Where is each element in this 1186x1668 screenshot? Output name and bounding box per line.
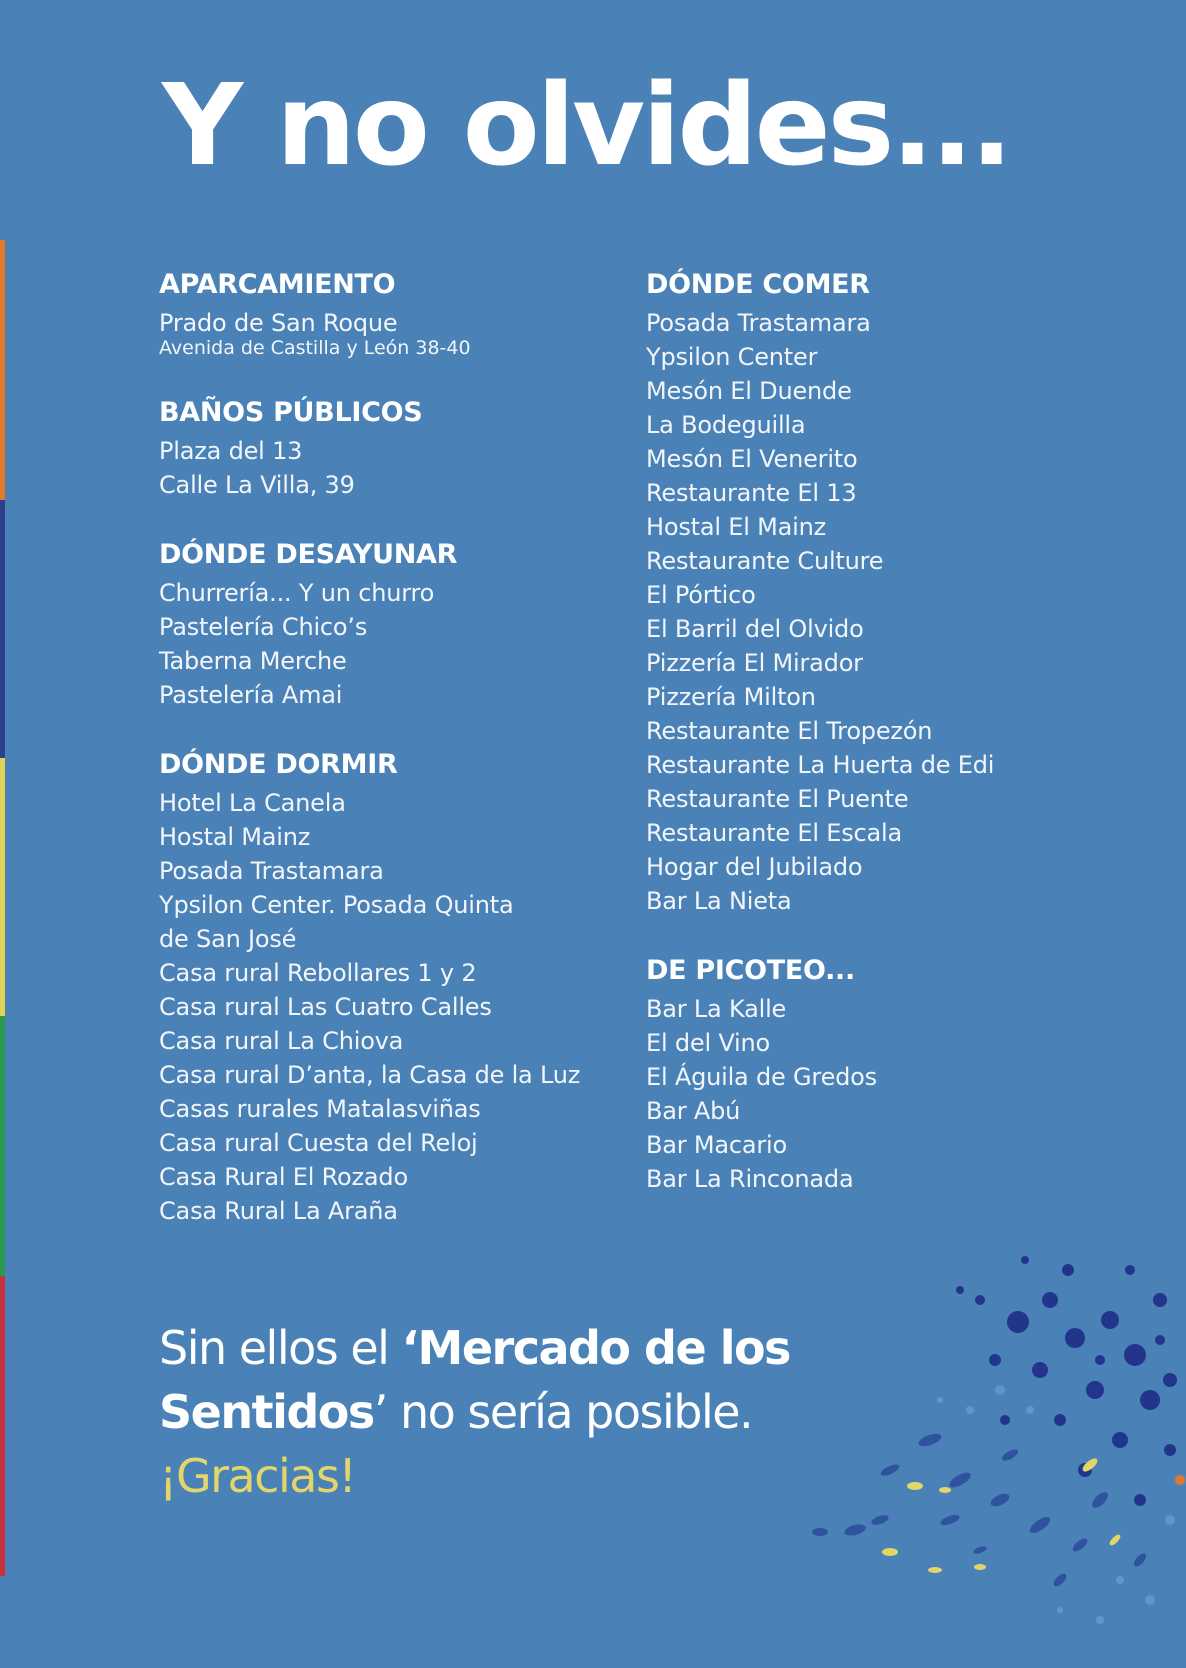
address-line: Avenida de Castilla y León 38-40 [159,337,471,359]
list-item: Restaurante El Tropezón [646,717,933,745]
list-item: Bar Macario [646,1131,788,1159]
list-item: Mesón El Venerito [646,445,858,473]
closing-text-1: Sin ellos el [159,1321,402,1375]
list-item: Casa Rural El Rozado [159,1163,408,1191]
list-item: Posada Trastamara [159,857,384,885]
list-item: Casa rural Cuesta del Reloj [159,1129,478,1157]
list-item: El del Vino [646,1029,771,1057]
list-item: Casa rural La Chiova [159,1027,404,1055]
list-item: Restaurante El Puente [646,785,909,813]
list-item: Bar Abú [646,1097,741,1125]
list-item: Pastelería Chico’s [159,613,368,641]
list-item: Plaza del 13 [159,437,303,465]
list-item: Restaurante La Huerta de Edi [646,751,995,779]
list-item: de San José [159,925,297,953]
section-heading: DÓNDE DESAYUNAR [159,539,458,570]
list-item: Prado de San Roque [159,309,398,337]
section-heading: APARCAMIENTO [159,269,396,300]
list-item: Pizzería El Mirador [646,649,863,677]
section-heading: DÓNDE DORMIR [159,749,398,780]
list-item: Restaurante El Escala [646,819,902,847]
list-item: Casa rural Rebollares 1 y 2 [159,959,477,987]
list-item: Hostal El Mainz [646,513,827,541]
list-item: El Águila de Gredos [646,1063,877,1091]
list-item: Casa rural D’anta, la Casa de la Luz [159,1061,581,1089]
list-item: El Pórtico [646,581,756,609]
list-item: Pizzería Milton [646,683,816,711]
list-item: Casa rural Las Cuatro Calles [159,993,492,1021]
thanks-text: ¡Gracias! [159,1449,356,1503]
list-item: Churrería... Y un churro [159,579,435,607]
list-item: Ypsilon Center [646,343,818,371]
list-item: Bar La Rinconada [646,1165,854,1193]
list-item: Restaurante El 13 [646,479,857,507]
list-item: Casa Rural La Araña [159,1197,398,1225]
list-item: Hostal Mainz [159,823,311,851]
list-item: Hogar del Jubilado [646,853,863,881]
list-item: Bar La Kalle [646,995,787,1023]
list-item: Posada Trastamara [646,309,871,337]
list-item: Taberna Merche [159,647,347,675]
closing-bold-1: ‘Mercado de los [401,1321,790,1375]
list-item: La Bodeguilla [646,411,806,439]
list-item: Hotel La Canela [159,789,346,817]
page-title: Y no olvides... [162,61,1010,191]
list-item: Ypsilon Center. Posada Quinta [159,891,514,919]
section-heading: DÓNDE COMER [646,269,870,300]
list-item: Bar La Nieta [646,887,792,915]
list-item: Restaurante Culture [646,547,884,575]
section-heading: DE PICOTEO... [646,955,855,986]
closing-text-2: ’ no sería posible. [373,1385,753,1439]
list-item: Casas rurales Matalasviñas [159,1095,481,1123]
list-item: El Barril del Olvido [646,615,864,643]
list-item: Pastelería Amai [159,681,343,709]
list-item: Mesón El Duende [646,377,852,405]
list-item: Calle La Villa, 39 [159,471,355,499]
section-heading: BAÑOS PÚBLICOS [159,397,423,428]
closing-bold-2: Sentidos [159,1385,374,1439]
